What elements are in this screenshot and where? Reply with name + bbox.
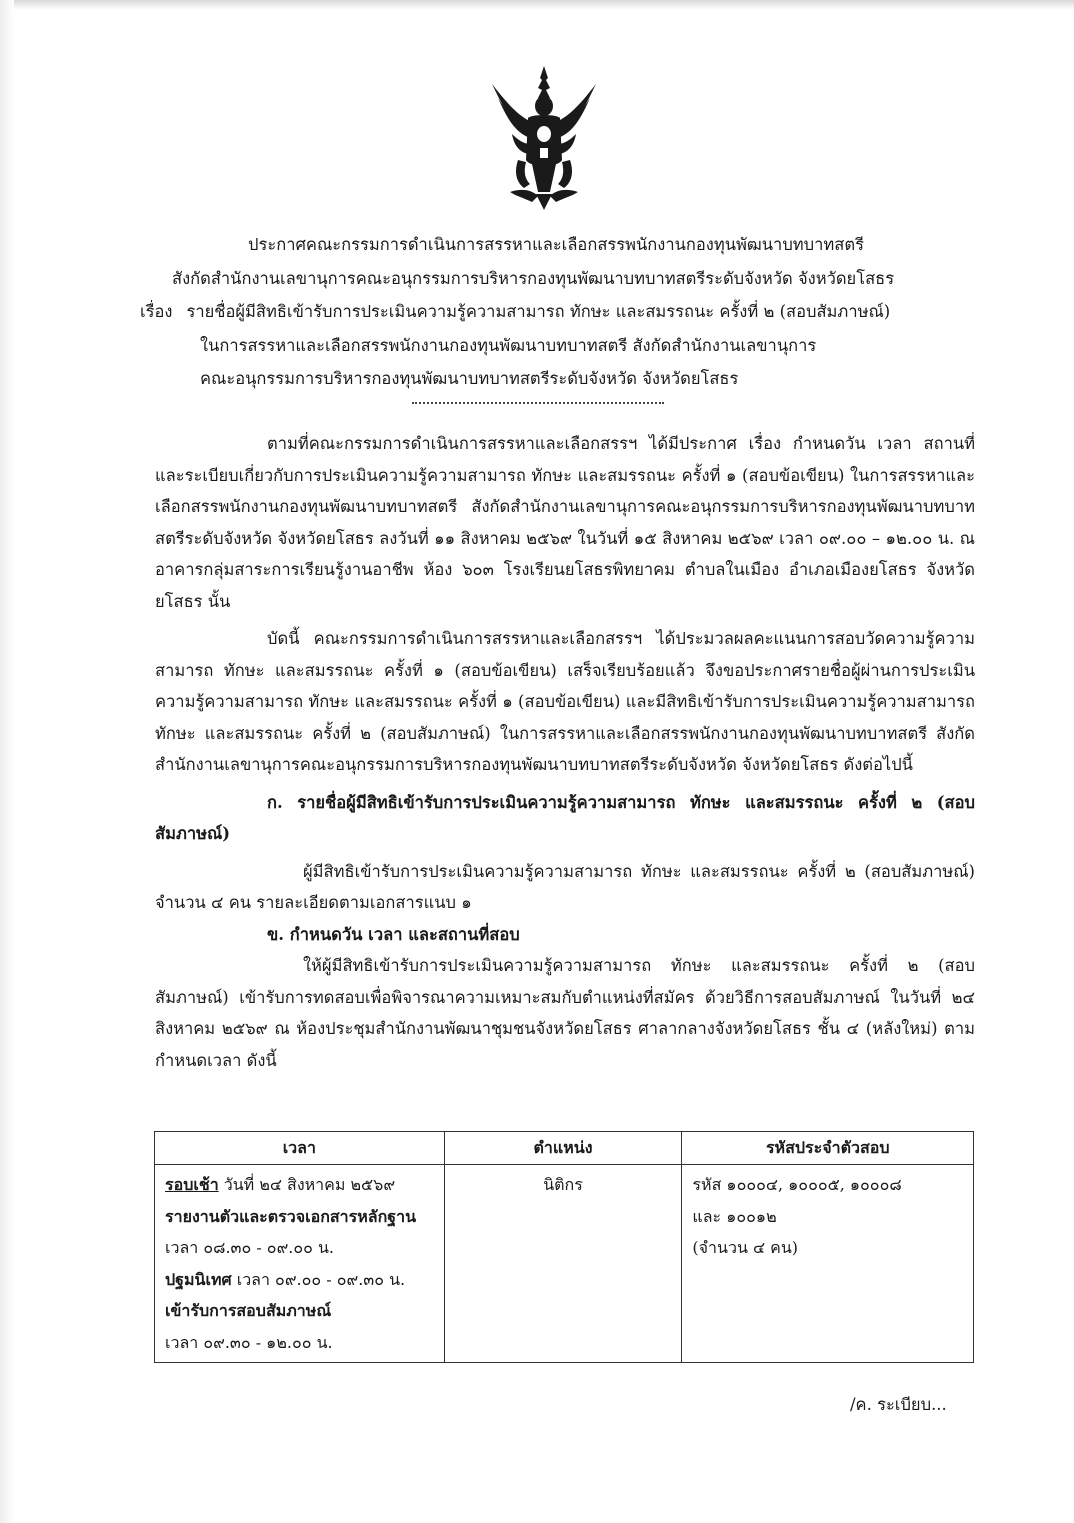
codes-line1: รหัส ๑๐๐๐๔, ๑๐๐๐๕, ๑๐๐๐๘ — [692, 1175, 902, 1194]
table-header-row — [155, 1132, 974, 1165]
session-line — [165, 1169, 434, 1201]
section-a-text: ผู้มีสิทธิเข้ารับการประเมินความรู้ความสามารถ ทักษะ และสมรรถนะ ครั้งที่ ๒ (สอบสัมภาษณ์) จำนวน ๔ คน รายละเอียดตามเอกสารแนบ ๑ — [155, 861, 975, 912]
divider-dotted — [412, 402, 664, 404]
announcement-body — [155, 428, 975, 1076]
section-b-heading: ข. กำหนดวัน เวลา และสถานที่สอบ — [267, 924, 520, 944]
scan-shadow — [0, 0, 14, 1523]
header-subject-line1 — [140, 295, 980, 329]
section-a-heading: ก. รายชื่อผู้มีสิทธิเข้ารับการประเมินความรู้ความสามารถ ทักษะ และสมรรถนะ ครั้งที่ ๒ (สอบสัมภาษณ์) — [155, 792, 975, 843]
header-title-line1: ประกาศคณะกรรมการดำเนินการสรรหาและเลือกสรรพนักงานกองทุนพัฒนาบทบาทสตรี — [248, 235, 864, 254]
codes-line3: (จำนวน ๔ คน) — [692, 1238, 799, 1257]
table-row — [155, 1165, 974, 1363]
schedule-table — [154, 1131, 974, 1363]
garuda-emblem — [488, 64, 600, 214]
announcement-header — [140, 228, 980, 396]
cell-exam-codes — [682, 1165, 974, 1363]
cell-position: นิติกร — [444, 1165, 682, 1363]
header-subject-line2: ในการสรรหาและเลือกสรรพนักงานกองทุนพัฒนาบทบาทสตรี สังกัดสำนักงานเลขานุการ — [200, 335, 817, 355]
section-b-text: ให้ผู้มีสิทธิเข้ารับการประเมินความรู้ความสามารถ ทักษะ และสมรรถนะ ครั้งที่ ๒ (สอบสัมภาษณ์) เข้ารับการทดสอบเพื่อพิจารณาความเหมาะสมกับตำแหน่งที่สมัคร ด้วยวิธีการสอบสัมภาษณ์ ในวันที่ ๒๔ สิงหาคม ๒๕๖๙ ณ ห้องประชุมสำนักงานพัฒนาชุมชนจังหวัดยโสธร ศาลากลางจังหวัดยโสธร ชั้น ๔ (หลังใหม่) ตามกำหนดเวลา ดังนี้ — [155, 956, 975, 1070]
orientation-line — [165, 1264, 434, 1296]
paragraph-announcement: บัดนี้ คณะกรรมการดำเนินการสรรหาและเลือกสรรฯ ได้ประมวลผลคะแนนการสอบวัดความรู้ความสามารถ ทักษะ และสมรรถนะ ครั้งที่ ๑ (สอบข้อเขียน) เสร็จเรียบร้อยแล้ว จึงขอประกาศรายชื่อผู้ผ่านการประเมินความรู้ความสามารถ ทักษะ และสมรรถนะ ครั้งที่ ๑ (สอบข้อเขียน) และมีสิทธิเข้ารับการประเมินความรู้ความสามารถ ทักษะ และสมรรถนะ ครั้งที่ ๒ (สอบสัมภาษณ์) ในการสรรหาและเลือกสรรพนักงานกองทุนพัฒนาบทบาทสตรี สังกัดสำนักงานเลขานุการคณะอนุกรรมการบริหารกองทุนพัฒนาบทบาทสตรีระดับจังหวัด จังหวัดยโสธร ดังต่อไปนี้ — [155, 629, 975, 774]
header-position: ตำแหน่ง — [444, 1132, 682, 1165]
orientation-time: เวลา ๐๙.๐๐ - ๐๙.๓๐ น. — [231, 1269, 406, 1289]
codes-line2: และ ๑๐๐๑๒ — [692, 1206, 777, 1226]
interview-label: เข้ารับการสอบสัมภาษณ์ — [165, 1301, 332, 1320]
session-label: รอบเช้า — [165, 1175, 219, 1194]
paragraph-background: ตามที่คณะกรรมการดำเนินการสรรหาและเลือกสรรฯ ได้มีประกาศ เรื่อง กำหนดวัน เวลา สถานที่ และระเบียบเกี่ยวกับการประเมินความรู้ความสามารถ ทักษะ และสมรรถนะ ครั้งที่ ๑ (สอบข้อเขียน) ในการสรรหาและเลือกสรรพนักงานกองทุนพัฒนาบทบาทสตรี สังกัดสำนักงานเลขานุการคณะอนุกรรมการบริหารกองทุนพัฒนาบทบาทสตรีระดับจังหวัด จังหวัดยโสธร ลงวันที่ ๑๑ สิงหาคม ๒๕๖๙ ในวันที่ ๑๕ สิงหาคม ๒๕๖๙ เวลา ๐๙.๐๐ – ๑๒.๐๐ น. ณ อาคารกลุ่มสาระการเรียนรู้งานอาชีพ ห้อง ๖๐๓ โรงเรียนยโสธรพิทยาคม ตำบลในเมือง อำเภอเมืองยโสธร จังหวัดยโสธร นั้น — [155, 434, 975, 611]
subject-text-1: รายชื่อผู้มีสิทธิเข้ารับการประเมินความรู้ความสามารถ ทักษะ และสมรรถนะ ครั้งที่ ๒ (สอบสัมภาษณ์) — [186, 302, 891, 321]
cell-time — [155, 1165, 445, 1363]
subject-prefix: เรื่อง — [140, 302, 173, 321]
report-label: รายงานตัวและตรวจเอกสารหลักฐาน — [165, 1206, 417, 1226]
header-title-line2: สังกัดสำนักงานเลขานุการคณะอนุกรรมการบริหารกองทุนพัฒนาบทบาทสตรีระดับจังหวัด จังหวัดยโสธร — [172, 268, 895, 288]
continued-marker: /ค. ระเบียบ... — [850, 1395, 947, 1414]
session-date: วันที่ ๒๔ สิงหาคม ๒๕๖๙ — [218, 1175, 396, 1194]
report-time: เวลา ๐๘.๓๐ - ๐๙.๐๐ น. — [165, 1238, 335, 1257]
page-top-edge — [0, 0, 1074, 10]
header-time: เวลา — [155, 1132, 445, 1165]
header-exam-code: รหัสประจำตัวสอบ — [682, 1132, 974, 1165]
orientation-label: ปฐมนิเทศ — [165, 1269, 232, 1289]
header-subject-line3: คณะอนุกรรมการบริหารกองทุนพัฒนาบทบาทสตรีระดับจังหวัด จังหวัดยโสธร — [200, 369, 739, 388]
interview-time: เวลา ๐๙.๓๐ - ๑๒.๐๐ น. — [165, 1332, 333, 1352]
